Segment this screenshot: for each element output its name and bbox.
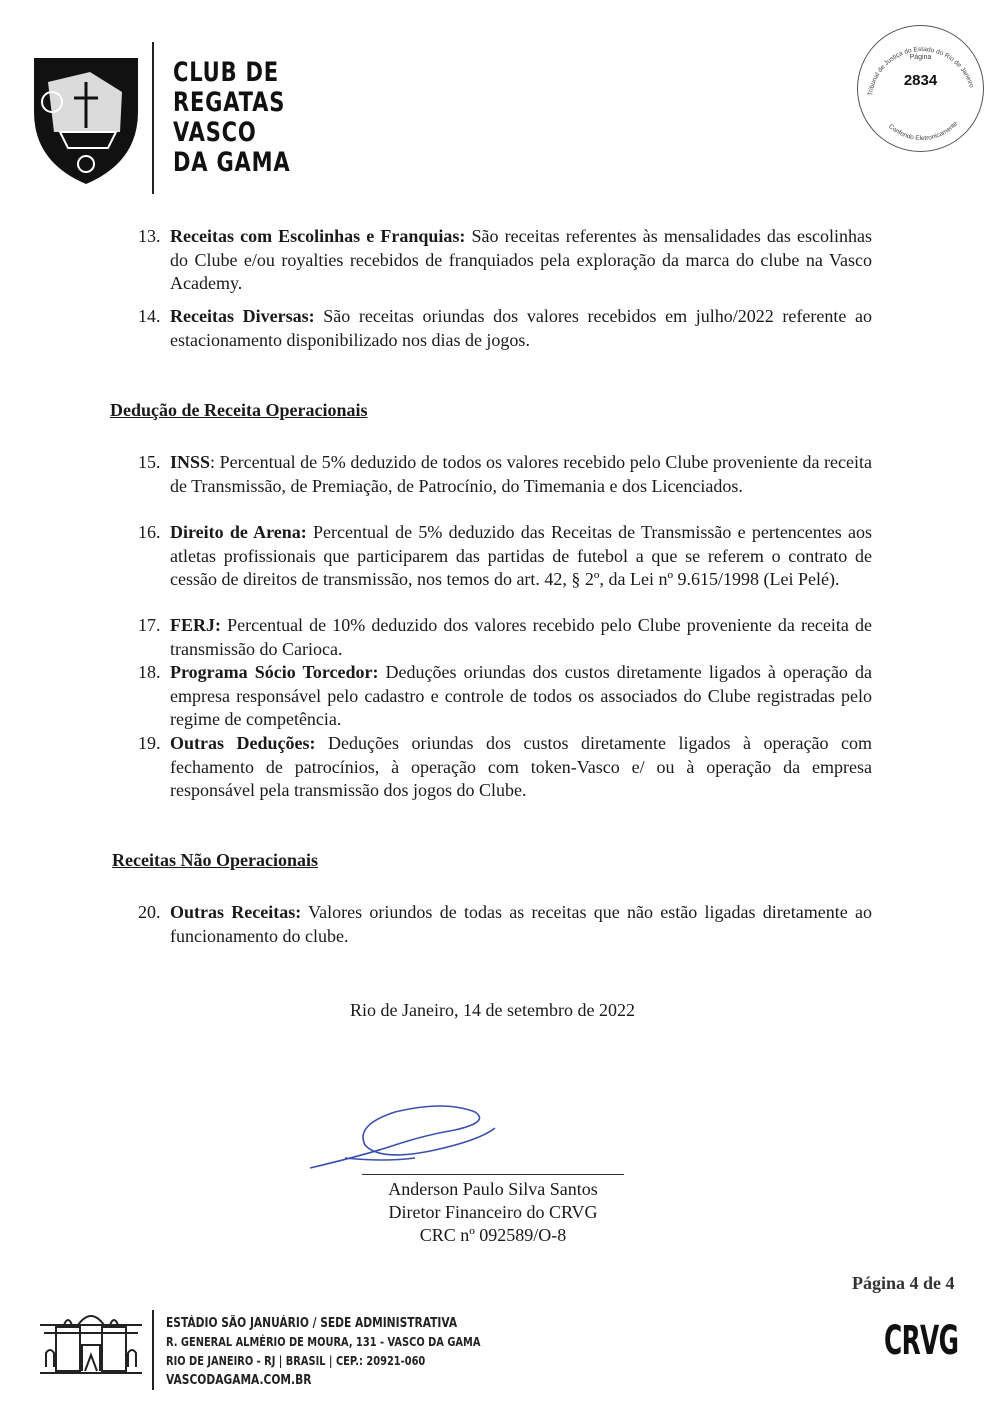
footer-divider [152,1310,154,1390]
item-number: 19. [138,733,161,753]
item-number: 20. [138,902,161,922]
page-number: Página 4 de 4 [852,1273,955,1293]
club-name [173,58,290,178]
item-title: Direito de Arena: [170,522,307,542]
footer-line: RIO DE JANEIRO - RJ | BRASIL | CEP.: 20921-060 [166,1354,426,1368]
item-text: São receitas referentes às mensalidades das escolinhas do Clube e/ou royalties recebidos de franquiados pela exploração da marca do clube na Vasco Academy. [170,226,873,293]
signatory-role: Diretor Financeiro do CRVG [388,1202,598,1222]
list-item [138,451,872,498]
list-item [138,614,872,661]
club-name-line: VASCO [173,117,257,148]
club-name-line: DA GAMA [173,147,291,178]
footer-website: VASCODAGAMA.COM.BR [166,1373,312,1388]
svg-text:Conferido Eletronicamente: Conferido Eletronicamente [887,120,960,143]
footer-line: R. GENERAL ALMÉRIO DE MOURA, 131 - VASCO DA GAMA [166,1335,481,1349]
item-title: FERJ: [170,615,221,635]
stamp-page-number: 2834 [903,72,938,89]
item-number: 14. [138,306,161,326]
item-text: Percentual de 10% deduzido dos valores recebido pelo Clube proveniente da receita de transmissão do Carioca. [170,615,872,659]
item-text: Deduções oriundas dos custos diretamente ligados à operação com fechamento de patrocínios, à operação com token-Vasco e/ ou à operação da empresa responsável pela transmissão dos jogos do Clube. [170,733,872,800]
item-title: INSS [170,452,211,472]
section-heading: Receitas Não Operacionais [112,850,318,870]
list-item [138,661,872,732]
item-number: 16. [138,522,161,542]
section-heading: Dedução de Receita Operacionais [110,400,368,420]
item-text: Valores oriundos de todas as receitas que não estão ligadas diretamente ao funcionamento do clube. [170,902,872,946]
signature-line [362,1174,624,1175]
item-text: Percentual de 5% deduzido das Receitas de Transmissão e pertencentes aos atletas profissionais que participarem das partidas de futebol a que se referem o contrato de cessão de direitos de transmissão, nos temos do art. 42, § 2º, da Lei nº 9.615/1998 (Lei Pelé). [170,522,872,589]
document-date: Rio de Janeiro, 14 de setembro de 2022 [350,1000,635,1020]
item-number: 13. [138,226,161,246]
item-number: 18. [138,662,161,682]
item-text: Deduções oriundas dos custos diretamente ligados à operação da empresa responsável pelo cadastro e controle de todos os associados do Clube registradas pelo regime de competência. [170,662,872,729]
list-item [138,732,872,803]
list-item [138,521,872,592]
item-number: 17. [138,615,161,635]
footer-line: ESTÁDIO SÃO JANUÁRIO / SEDE ADMINISTRATIVA [166,1316,458,1331]
list-item [138,225,872,296]
footer-address [166,1314,480,1390]
item-title: Programa Sócio Torcedor: [170,662,379,682]
list-item [138,901,872,948]
court-page-stamp [857,25,984,152]
club-crest-logo [30,52,142,187]
club-name-line: CLUB DE [173,57,279,88]
list-item [138,305,872,352]
signatory-name: Anderson Paulo Silva Santos [388,1179,598,1199]
item-text: São receitas oriundas dos valores recebidos em julho/2022 referente ao estacionamento disponibilizado nos dias de jogos. [170,306,872,350]
signatory-block [362,1178,624,1247]
header-divider [152,42,154,194]
item-title: Receitas Diversas: [170,306,315,326]
item-number: 15. [138,452,161,472]
item-title: Receitas com Escolinhas e Franquias: [170,226,466,246]
stadium-building-icon [38,1305,144,1377]
item-title: Outras Receitas: [170,902,302,922]
item-title: Outras Deduções: [170,733,316,753]
crvg-logo: CRVG [884,1318,959,1364]
club-name-line: REGATAS [173,87,286,118]
svg-text:Tribunal de Justiça do Estado: Tribunal de Justiça do Estado do Rio de Janeiro [867,46,975,97]
signature [305,1100,505,1175]
signatory-crc: CRC nº 092589/O-8 [419,1225,567,1245]
stamp-label: Página [909,54,932,61]
item-text: : Percentual de 5% deduzido de todos os valores recebido pelo Clube proveniente da receita de Transmissão, de Premiação, de Patrocínio, do Timemania e dos Licenciados. [170,452,872,496]
